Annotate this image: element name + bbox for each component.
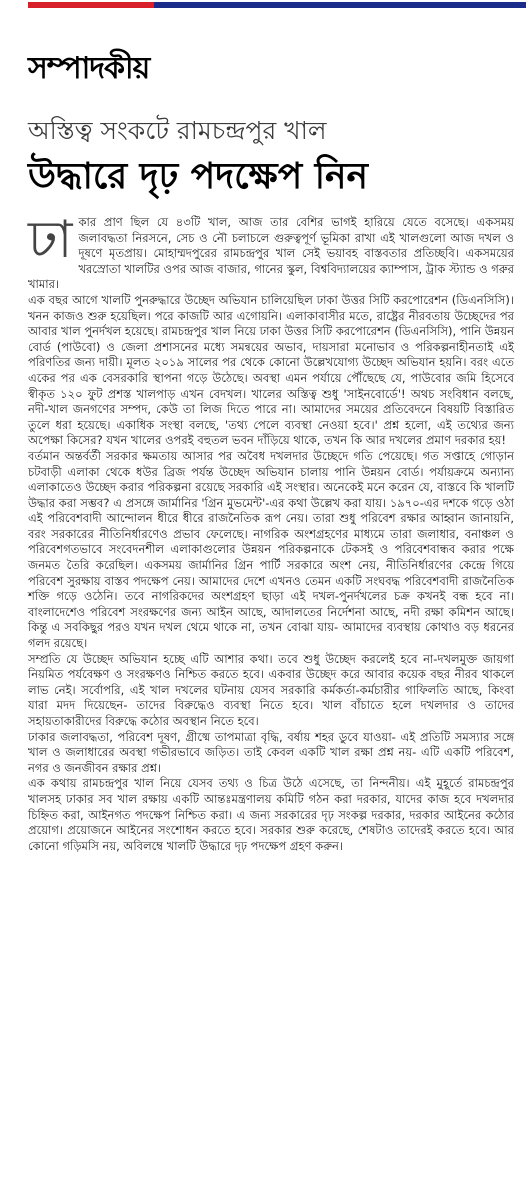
paragraph-3: বর্তমান অন্তর্বর্তী সরকার ক্ষমতায় আসার পর অবৈধ দখলদার উচ্ছেদে গতি পেয়েছে। গত সপ্তাহে গোড়ান চটবাড়ী এলাকা থেকে ধউর ব্রিজ পর্যন্ত উচ্ছেদ অভিযান চালায় পানি উন্নয়ন বোর্ড। পর্যায়ক্রমে অন্যান্য এলাকাতেও উচ্ছেদ করার পরিকল্পনা রয়েছে সরকারি এই সংস্থার। অনেকেই মনে করেন যে, বাস্তবে কি খালটি উদ্ধার করা সম্ভব? এ প্রসঙ্গে জার্মানির 'গ্রিন মুভমেন্ট'-এর কথা উল্লেখ করা যায়। ১৯৭০-এর দশকে গড়ে ওঠা এই পরিবেশবাদী আন্দোলন ধীরে ধীরে রাজনৈতিক রূপ নেয়। তারা শুধু পরিবেশ রক্ষার আহ্বান জানায়নি, বরং সরকারের নীতিনির্ধারণেও প্রভাব ফেলেছে। নাগরিক অংশগ্রহণের মাধ্যমে তারা জলাধার, বনাঞ্চল ও পরিবেশগতভাবে সংবেদনশীল এলাকাগুলোর উন্নয়ন পরিকল্পনাকে টেকসই ও পরিবেশবান্ধব করার পক্ষে জনমত তৈরি করেছিল। একসময় জার্মানির গ্রিন পার্টি সরকারে অংশ নেয়, নীতিনির্ধারণের কেন্দ্রে গিয়ে পরিবেশ সুরক্ষায় বাস্তব পদক্ষেপ নেয়। আমাদের দেশে এখনও তেমন একটি সংঘবদ্ধ পরিবেশবাদী রাজনৈতিক শক্তি গড়ে ওঠেনি। তবে নাগরিকদের অংশগ্রহণ ছাড়া এই দখল-পুনর্দখলের চক্র কখনই বন্ধ হবে না। বাংলাদেশেও পরিবেশ সংরক্ষণের জন্য আইন আছে, আদালতের নির্দেশনা আছে, নদী রক্ষা কমিশন আছে। কিন্তু এ সবকিছুর পরও যখন দখল থেমে থাকে না, তখন বোঝা যায়- আমাদের ব্যবস্থায় কোথাও বড় ধরনের গলদ রয়েছে।	[28, 448, 514, 651]
shoulder-headline: অস্তিত্ব সংকটে রামচন্দ্রপুর খাল	[28, 116, 327, 145]
top-color-bar	[0, 0, 526, 10]
drop-cap: ঢা	[28, 210, 73, 270]
paragraph-5: ঢাকার জলাবদ্ধতা, পরিবেশ দূষণ, গ্রীষ্মে তাপমাত্রা বৃদ্ধি, বর্ষায় শহর ডুবে যাওয়া- এই প্রতিটি সমস্যার সঙ্গে খাল ও জলাধারের অবস্থা গভীরভাবে জড়িত। তাই কেবল একটি খাল রক্ষা প্রশ্ন নয়- এটি একটি পরিবেশ, নগর ও জনজীবন রক্ষার প্রশ্ন।	[28, 729, 514, 775]
section-title: সম্পাদকীয়	[28, 51, 150, 86]
paragraph-text: কার প্রাণ ছিল যে ৪৩টি খাল, আজ তার বেশির ভাগই হারিয়ে যেতে বসেছে। একসময় জলাবদ্ধতা নিরসনে, সেচ ও নৌ চলাচলে গুরুত্বপূর্ণ ভূমিকা রাখা এই খালগুলো আজ দখল ও দূষণে মৃতপ্রায়। মোহাম্মদপুরের রামচন্দ্রপুর খাল সেই ভয়াবহ বাস্তবতার প্রতিচ্ছবি। একসময়ের খরস্রোতা খালটির ওপর আজ বাজার, গানের স্কুল, বিশ্ববিদ্যালয়ের ক্যাম্পাস, ট্রাক স্ট্যান্ড ও গরুর খামার।	[28, 215, 514, 292]
main-headline: উদ্ধারে দৃঢ় পদক্ষেপ নিন	[28, 156, 368, 197]
paragraph-2: এক বছর আগে খালটি পুনরুদ্ধারে উচ্ছেদ অভিযান চালিয়েছিল ঢাকা উত্তর সিটি করপোরেশন (ডিএনসিসি)। খনন কাজও শুরু হয়েছিল। পরে কাজটি আর এগোয়নি। এলাকাবাসীর মতে, রাষ্ট্রের নীরবতায় উচ্ছেদের পর আবার খাল পুনর্দখল হয়েছে। রামচন্দ্রপুর খাল নিয়ে ঢাকা উত্তর সিটি করপোরেশন (ডিএনসিসি), পানি উন্নয়ন বোর্ড (পাউবো) ও জেলা প্রশাসনের মধ্যে সমন্বয়ের অভাব, দায়সারা মনোভাব ও পরিকল্পনাহীনতাই এই পরিণতির জন্য দায়ী। মূলত ২০১৯ সালের পর থেকে কোনো উল্লেখযোগ্য উচ্ছেদ অভিযান হয়নি। বরং এতে একের পর এক বেসরকারি স্থাপনা গড়ে উঠেছে। অবস্থা এমন পর্যায়ে পৌঁছেছে যে, পাউবোর জমি হিসেবে স্বীকৃত ১২০ ফুট প্রশস্ত খালপাড় এখন বেদখল। খালের অস্তিত্ব শুধু 'সাইনবোর্ডে'! অথচ সংবিধান বলছে, নদী-খাল জনগণের সম্পদ, কেউ তা লিজ দিতে পারে না। আমাদের সময়ের প্রতিবেদনে বিষয়টি বিস্তারিত তুলে ধরা হয়েছে। একাধিক সংস্থা বলছে, 'তথ্য পেলে ব্যবস্থা নেওয়া হবে।' প্রশ্ন হলো, এই তথ্যের জন্য অপেক্ষা কিসের? যখন খালের ওপরই বহুতল ভবন দাঁড়িয়ে থাকে, তখন কি আর দখলের প্রমাণ দরকার হয়!	[28, 292, 514, 448]
top-bar-blue-segment	[154, 2, 526, 8]
top-bar-red-segment	[28, 2, 154, 8]
article-body	[28, 210, 514, 854]
paragraph-1	[28, 210, 514, 293]
paragraph-4: সম্প্রতি যে উচ্ছেদ অভিযান হচ্ছে এটি আশার কথা। তবে শুধু উচ্ছেদ করলেই হবে না-দখলমুক্ত জায়গা নিয়মিত পর্যবেক্ষণ ও সংরক্ষণও নিশ্চিত করতে হবে। একবার উচ্ছেদ করে আবার কয়েক বছর নীরব থাকলে লাভ নেই। সর্বোপরি, এই খাল দখলের ঘটনায় যেসব সরকারি কর্মকর্তা-কর্মচারীর গাফিলতি আছে, কিংবা যারা মদদ দিয়েছেন- তাদের বিরুদ্ধেও ব্যবস্থা নিতে হবে। খাল বাঁচাতে হলে দখলদার ও তাদের সহায়তাকারীদের বিরুদ্ধে কঠোর অবস্থান নিতে হবে।	[28, 651, 514, 728]
paragraph-6: এক কথায় রামচন্দ্রপুর খাল নিয়ে যেসব তথ্য ও চিত্র উঠে এসেছে, তা নিন্দনীয়। এই মুহূর্তে রামচন্দ্রপুর খালসহ ঢাকার সব খাল রক্ষায় একটি আন্তঃমন্ত্রণালয় কমিটি গঠন করা দরকার, যাদের কাজ হবে দখলদার চিহ্নিত করা, আইনগত পদক্ষেপ নিশ্চিত করা। এ জন্য সরকারের দৃঢ় সংকল্প দরকার, দরকার আইনের কঠোর প্রয়োগ। প্রয়োজনে আইনের সংশোধন করতে হবে। সরকার শুরু করেছে, শেষটাও তাদেরই করতে হবে। আর কোনো গড়িমসি নয়, অবিলম্বে খালটি উদ্ধারে দৃঢ় পদক্ষেপ গ্রহণ করুন।	[28, 776, 514, 853]
